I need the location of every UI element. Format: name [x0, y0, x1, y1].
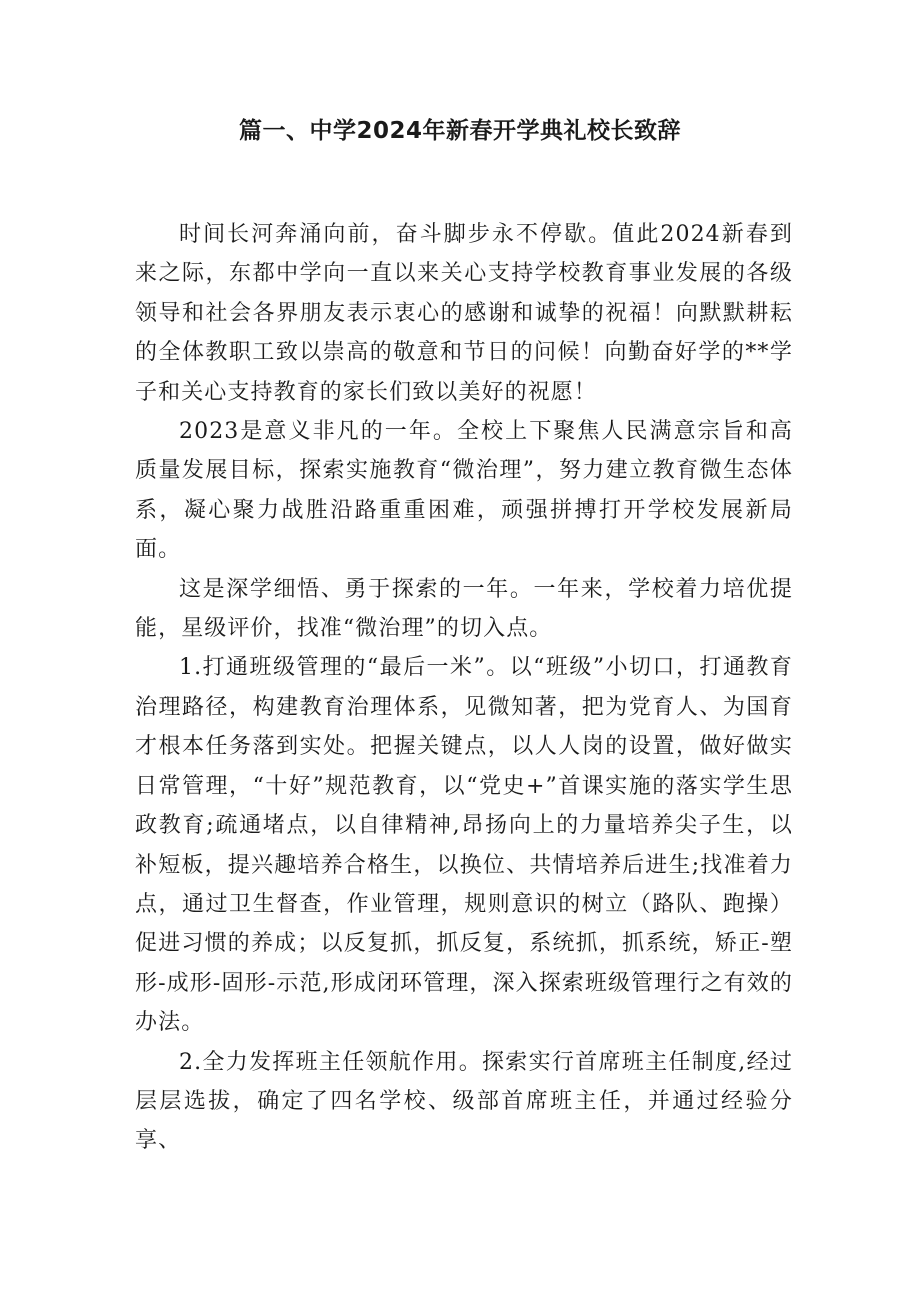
paragraph-5: 2.全力发挥班主任领航作用。探索实行首席班主任制度,经过层层选拔，确定了四名学校、级部首席班主任，并通过经验分享、	[135, 1049, 793, 1154]
paragraph-1: 时间长河奔涌向前，奋斗脚步永不停歇。值此2024新春到来之际，东都中学向一直以来关心支持学校教育事业发展的各级领导和社会各界朋友表示衷心的感谢和诚挚的祝福！向默默耕耘的全体教职工致以崇高的敬意和节日的问候！向勤奋好学的**学子和关心支持教育的家长们致以美好的祝愿！	[135, 222, 793, 405]
paragraph-3: 这是深学细悟、勇于探索的一年。一年来，学校着力培优提能，星级评价，找准“微治理”的切入点。	[135, 576, 793, 642]
document-body	[135, 215, 793, 1161]
paragraph-4: 1.打通班级管理的“最后一米”。以“班级”小切口，打通教育治理路径，构建教育治理体系，见微知著，把为党育人、为国育才根本任务落到实处。把握关键点，以人人岗的设置，做好做实日常管理，“十好”规范教育，以“党史+”首课实施的落实学生思政教育;疏通堵点，以自律精神,昂扬向上的力量培养尖子生，以补短板，提兴趣培养合格生，以换位、共情培养后进生;找准着力点，通过卫生督查，作业管理，规则意识的树立（路队、跑操）促进习惯的养成；以反复抓，抓反复，系统抓，抓系统，矫正-塑形-成形-固形-示范,形成闭环管理，深入探索班级管理行之有效的办法。	[135, 655, 793, 1036]
document-title: 篇一、中学2024年新春开学典礼校长致辞	[238, 118, 681, 144]
paragraph-2: 2023是意义非凡的一年。全校上下聚焦人民满意宗旨和高质量发展目标，探索实施教育“微治理”，努力建立教育微生态体系，凝心聚力战胜沿路重重困难，顽强拼搏打开学校发展新局面。	[135, 419, 793, 563]
